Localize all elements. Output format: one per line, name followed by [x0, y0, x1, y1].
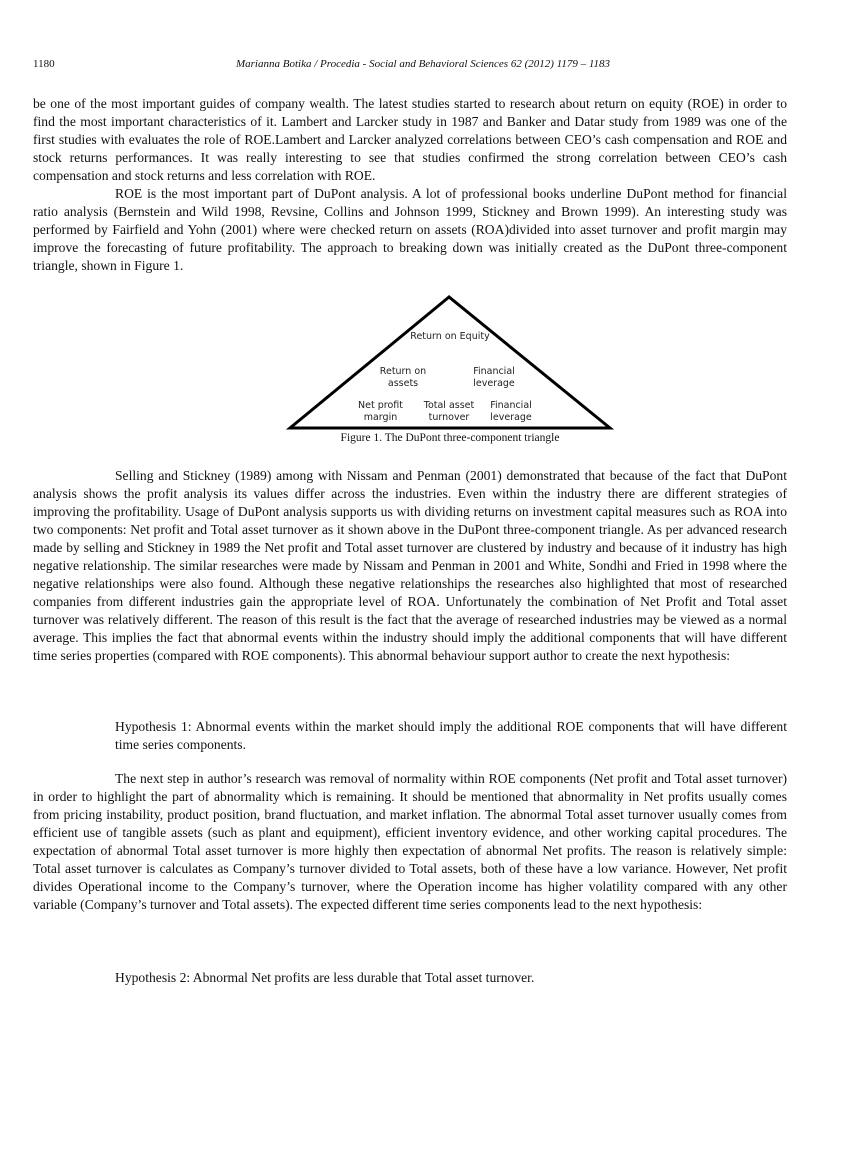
paragraph: The next step in author’s research was removal of normality within ROE components (Net profit and Total asset turnover) in order to highlight the part of abnormality which is remaining. It should be mentioned that abnormality in Net profits usually comes from pricing instability, product position, brand fluctuation, and market inflation. The abnormal Total asset turnover usually comes from efficient use of tangible assets (such as plant and equipment), efficient inventory evidence, and other working capital procedures. The expectation of abnormal Total asset turnover is more highly then expectation of abnormal Net profits. The reason is relatively simple: Total asset turnover is calculates as Company’s turnover divided to Total assets, both of these have a low variance. However, Net profit divides Operational income to the Company’s turnover, where the Operation income has higher volatility compared with any other variable (Company’s turnover and Total assets). The expected different time series components lead to the next hypothesis: — [33, 771, 787, 912]
label-financial-leverage-bottom: Financial leverage — [490, 400, 532, 423]
body-text-top — [33, 95, 787, 275]
label-financial-leverage-mid: Financial leverage — [473, 366, 515, 389]
label-return-on-equity: Return on Equity — [410, 331, 490, 342]
hypothesis-1: Hypothesis 1: Abnormal events within the market should imply the additional ROE components that will have different time series components. — [115, 719, 787, 752]
label-net-profit-margin: Net profit margin — [358, 400, 403, 423]
paragraph: Selling and Stickney (1989) among with Nissam and Penman (2001) demonstrated that because of the fact that DuPont analysis shows the profit analysis its values differ across the industries. Even within the industry there are different strategies of improving the profitability. Usage of DuPont analysis supports us with dividing returns on investment capital measures such as ROA into two components: Net profit and Total asset turnover as it shown above in the DuPont three-component triangle. As per advanced research made by selling and Stickney in 1989 the Net profit and Total asset turnover are clustered by industry and because of it industry has high negative relationship. The similar researches were made by Nissam and Penman in 2001 and White, Sondhi and Fried in 1998 where the negative relationships were also found. Although these negative relationships the researches also highlighted that most of researched companies from different industries gain the appropriate level of ROA. Unfortunately the combination of Net Profit and Total asset turnover was relatively different. The reason of this result is the fact that the average of researched industries may be viewed as a normal average. This implies the fact that abnormal events within the industry should imply the additional components that will have different time series properties (compared with ROE components). This abnormal behaviour support author to create the next hypothesis: — [33, 468, 787, 663]
page-number: 1180 — [33, 58, 55, 70]
figure-caption: Figure 1. The DuPont three-component triangle — [340, 432, 560, 444]
label-return-on-assets: Return on assets — [379, 366, 427, 389]
dupont-triangle-figure — [286, 294, 614, 434]
label-total-asset-turnover: Total asset turnover — [423, 400, 475, 423]
running-title: Marianna Botika / Procedia - Social and Behavioral Sciences 62 (2012) 1179 – 1183 — [235, 58, 611, 70]
hypothesis-2: Hypothesis 2: Abnormal Net profits are less durable that Total asset turnover. — [115, 970, 535, 985]
paragraph: ROE is the most important part of DuPont analysis. A lot of professional books underline DuPont method for financial ratio analysis (Bernstein and Wild 1998, Revsine, Collins and Johnson 1999, Stickney and Brown 1999). An interesting study was performed by Fairfield and Yohn (2001) where were checked return on assets (ROA)divided into asset turnover and profit margin may improve the forecasting of future profitability. The approach to breaking down was initially created as the DuPont three-component triangle, shown in Figure 1. — [33, 186, 787, 273]
paragraph: be one of the most important guides of company wealth. The latest studies started to research about return on equity (ROE) in order to find the most important characteristics of it. Lambert and Larcker study in 1987 and Banker and Datar study from 1989 was one of the first studies with evaluates the role of ROE.Lambert and Larcker analyzed correlations between CEO’s cash compensation and ROE and stock returns performances. It was really interesting to see that studies confirmed the strong correlation between CEO’s cash compensation and stock returns and less correlation with ROE. — [33, 96, 787, 183]
